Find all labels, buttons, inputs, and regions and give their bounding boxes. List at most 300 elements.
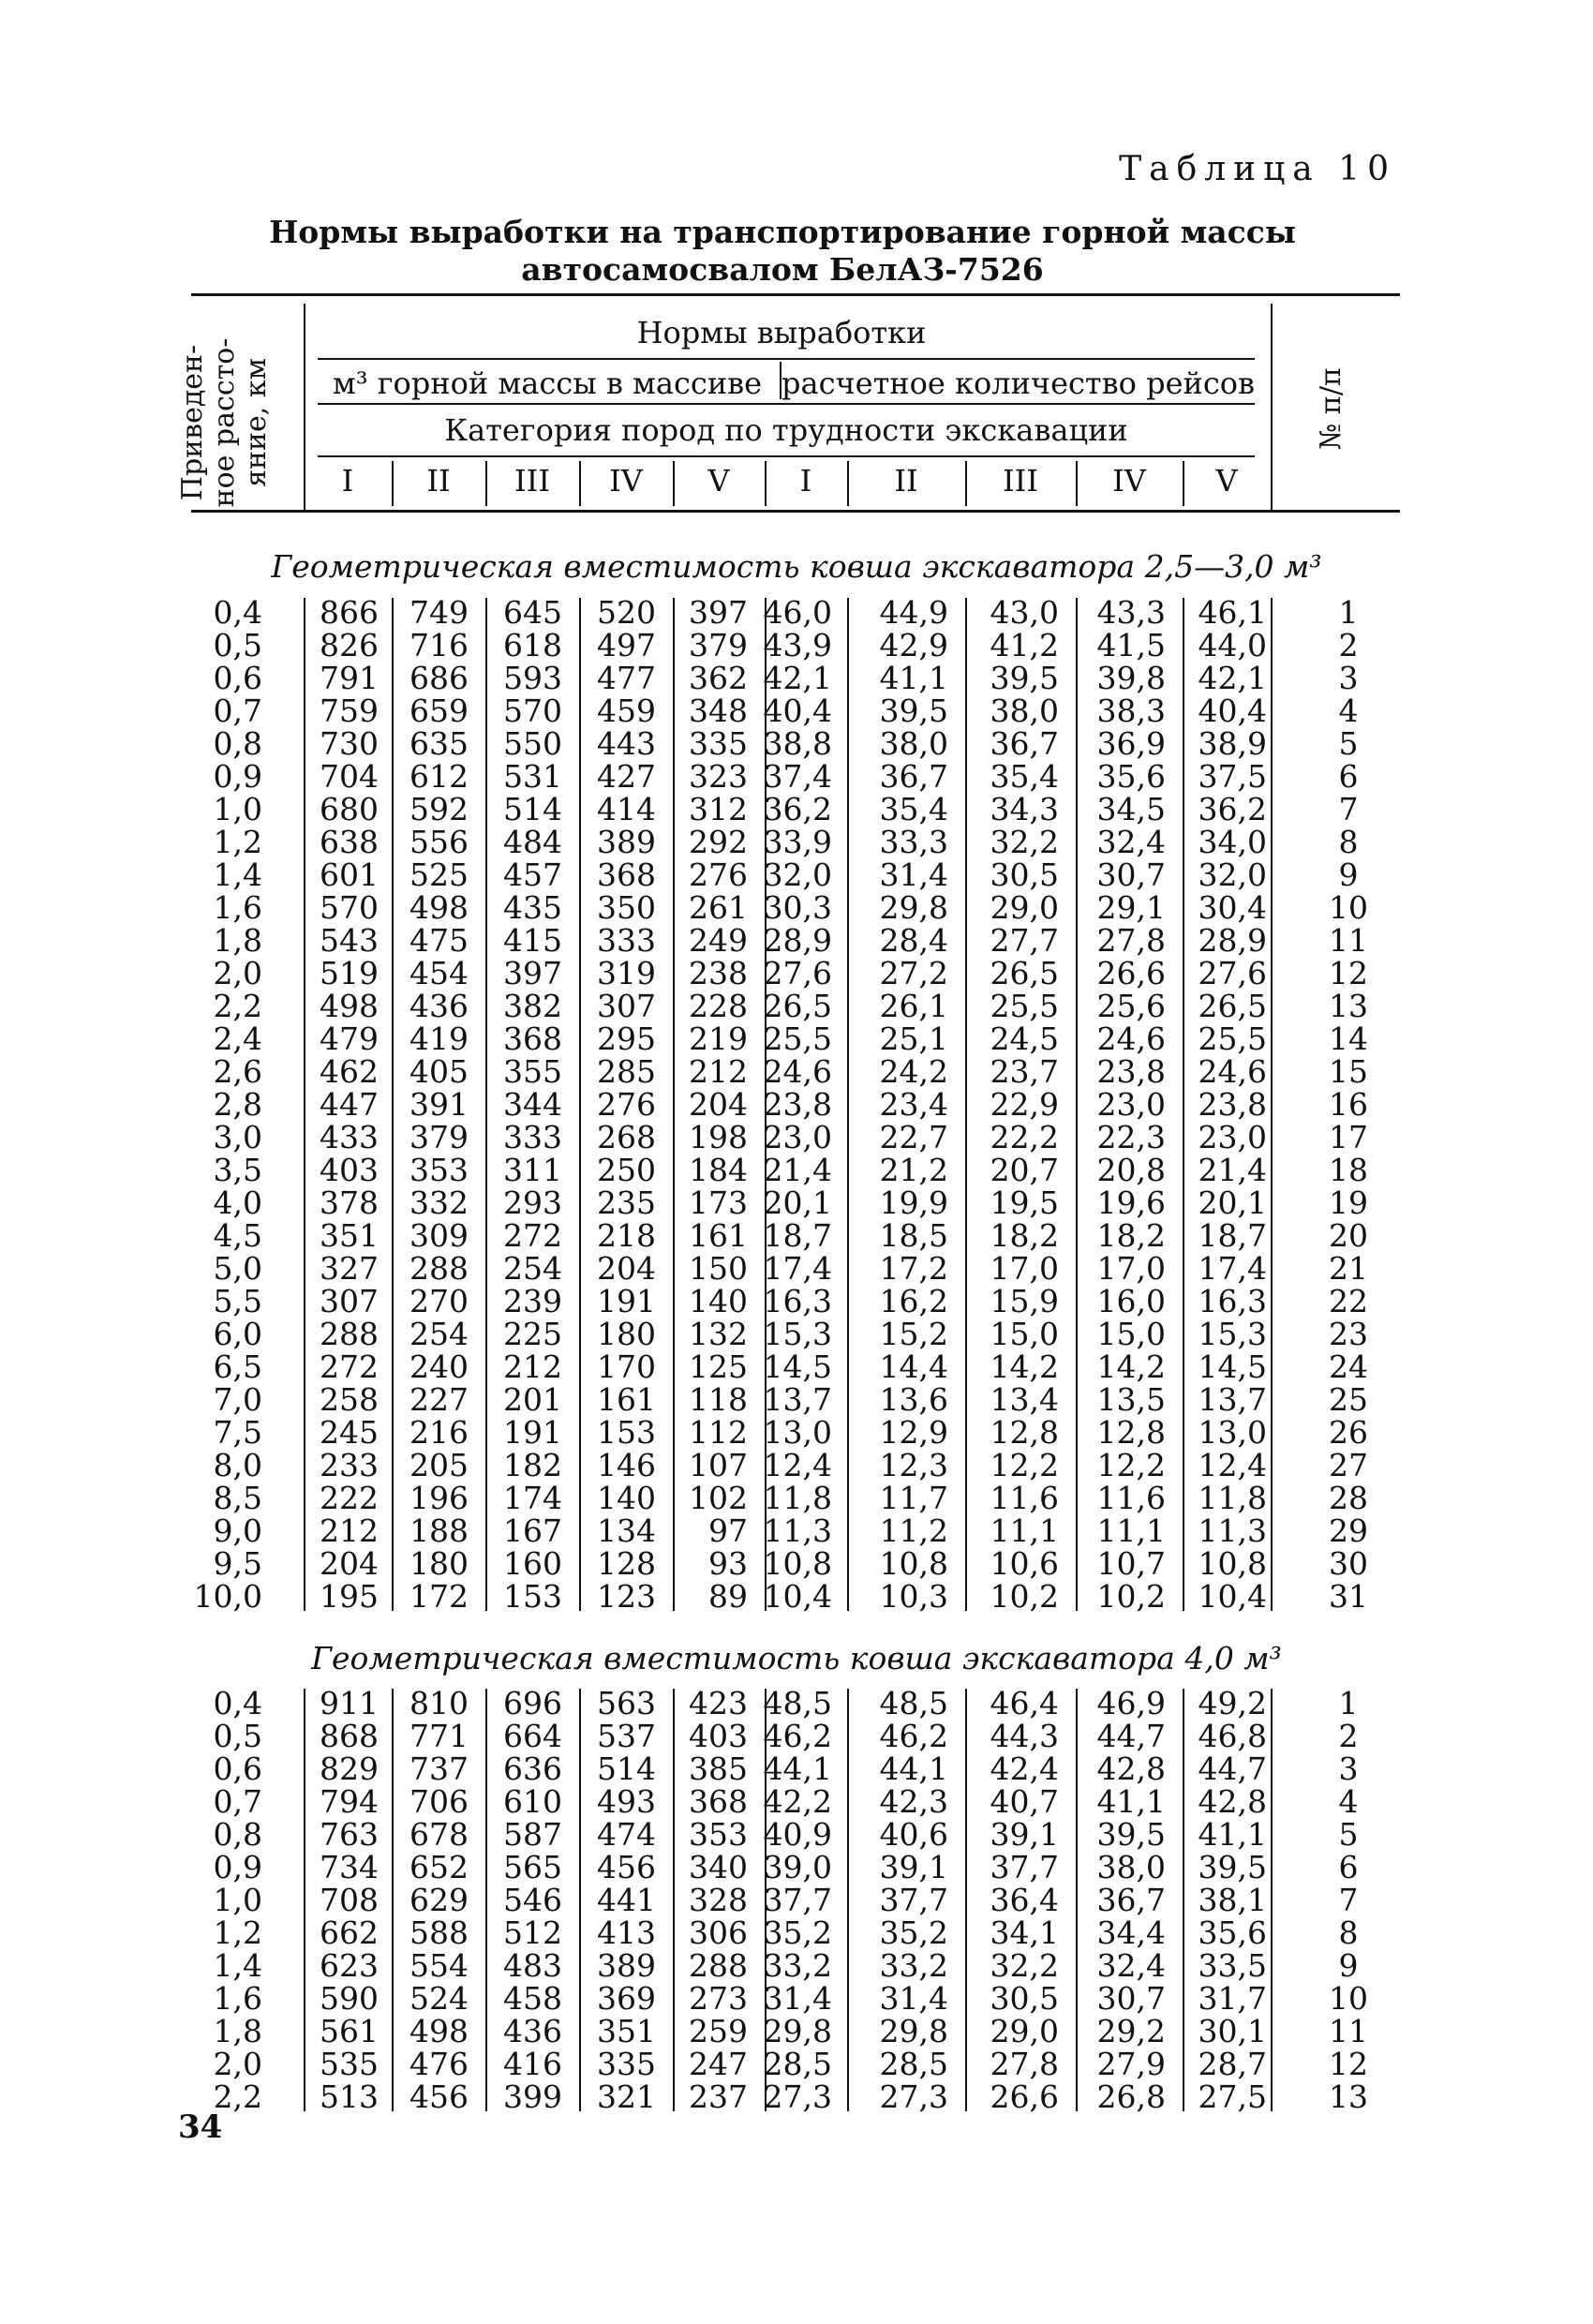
value-cell: 39,5 [879,693,948,729]
value-cell: 826 [320,627,379,663]
header-divider [965,461,967,506]
value-cell: 125 [689,1348,748,1385]
row-number-cell: 5 [1338,725,1359,762]
value-cell: 30,3 [763,889,832,926]
value-cell: 696 [503,1685,562,1721]
value-cell: 458 [503,1980,562,2017]
value-cell: 20,1 [1198,1184,1267,1221]
value-cell: 18,5 [879,1217,948,1254]
value-cell: 474 [597,1816,656,1853]
value-cell: 414 [597,791,656,827]
distance-cell: 6,5 [213,1348,262,1385]
value-cell: 368 [597,857,656,893]
value-cell: 18,7 [763,1217,832,1254]
value-cell: 24,6 [763,1053,832,1090]
value-cell: 39,1 [990,1816,1059,1853]
value-cell: 810 [409,1685,469,1721]
value-cell: 21,4 [1198,1152,1267,1188]
value-cell: 36,7 [1096,1882,1166,1918]
value-cell: 27,3 [879,2078,948,2115]
value-cell: 212 [320,1512,379,1549]
value-cell: 382 [503,988,562,1024]
value-cell: 17,4 [763,1250,832,1287]
value-cell: 39,1 [879,1849,948,1885]
value-cell: 180 [597,1316,656,1352]
value-cell: 33,9 [763,824,832,860]
row-number-cell: 8 [1338,1914,1359,1951]
value-cell: 29,8 [879,2013,948,2049]
value-cell: 590 [320,1980,379,2017]
row-number-cell: 23 [1329,1316,1368,1352]
value-cell: 556 [409,824,469,860]
value-cell: 285 [597,1053,656,1090]
value-cell: 535 [320,2046,379,2082]
row-number-cell: 17 [1329,1119,1368,1155]
value-cell: 397 [503,955,562,991]
value-cell: 11,7 [879,1480,948,1516]
value-cell: 27,7 [990,922,1059,959]
value-cell: 14,2 [1096,1348,1166,1385]
column-separator [579,598,581,1611]
value-cell: 397 [689,594,748,631]
value-cell: 48,5 [763,1685,832,1721]
value-cell: 704 [320,758,379,795]
value-cell: 204 [597,1250,656,1287]
value-cell: 270 [409,1283,469,1319]
distance-cell: 9,0 [213,1512,262,1549]
header-rule [318,358,1255,360]
value-cell: 708 [320,1882,379,1918]
value-cell: 10,8 [1198,1545,1267,1582]
value-cell: 254 [409,1316,469,1352]
row-number-cell: 12 [1329,2046,1368,2082]
distance-cell: 5,5 [213,1283,262,1319]
value-cell: 36,7 [879,758,948,795]
header-cat-5: V [707,463,730,499]
value-cell: 436 [409,988,469,1024]
value-cell: 245 [320,1414,379,1451]
table-row [191,1547,1400,1580]
row-number-cell: 22 [1329,1283,1368,1319]
distance-cell: 5,0 [213,1250,262,1287]
value-cell: 27,3 [763,2078,832,2115]
row-number-cell: 7 [1338,1882,1359,1918]
row-number-cell: 6 [1338,758,1359,795]
value-cell: 327 [320,1250,379,1287]
header-divider [392,461,394,506]
value-cell: 268 [597,1119,656,1155]
value-cell: 636 [503,1750,562,1787]
row-number-cell: 28 [1329,1480,1368,1516]
value-cell: 19,9 [879,1184,948,1221]
value-cell: 23,0 [763,1119,832,1155]
value-cell: 16,3 [763,1283,832,1319]
distance-cell: 1,4 [213,857,262,893]
table-row [191,1318,1400,1350]
value-cell: 33,2 [879,1947,948,1984]
value-cell: 42,1 [763,660,832,696]
value-cell: 335 [689,725,748,762]
value-cell: 41,1 [1198,1816,1267,1853]
table-row [191,826,1400,858]
value-cell: 629 [409,1882,469,1918]
value-cell: 333 [597,922,656,959]
column-separator [304,1689,305,2111]
header-category: Категория пород по трудности экскавации [444,412,1128,448]
table-row [191,1785,1400,1818]
value-cell: 25,5 [1198,1020,1267,1057]
value-cell: 348 [689,693,748,729]
column-separator [965,598,967,1611]
value-cell: 32,4 [1096,824,1166,860]
header-number: № п/п [1315,366,1347,451]
value-cell: 35,6 [1198,1914,1267,1951]
distance-cell: 7,0 [213,1381,262,1418]
row-number-cell: 18 [1329,1152,1368,1188]
row-number-cell: 29 [1329,1512,1368,1549]
table-row [191,891,1400,924]
value-cell: 391 [409,1086,469,1123]
value-cell: 749 [409,594,469,631]
table-row [191,1219,1400,1252]
value-cell: 791 [320,660,379,696]
value-cell: 49,2 [1198,1685,1267,1721]
value-cell: 794 [320,1783,379,1820]
value-cell: 623 [320,1947,379,1984]
value-cell: 26,5 [763,988,832,1024]
value-cell: 43,0 [990,594,1059,631]
table-row [191,760,1400,793]
value-cell: 29,8 [763,2013,832,2049]
table-row [191,1449,1400,1482]
header-cat-6: I [799,463,812,499]
value-cell: 531 [503,758,562,795]
value-cell: 759 [320,693,379,729]
value-cell: 30,7 [1096,1980,1166,2017]
value-cell: 102 [689,1480,748,1516]
row-number-cell: 19 [1329,1184,1368,1221]
table-row [191,1055,1400,1088]
value-cell: 716 [409,627,469,663]
value-cell: 25,5 [990,988,1059,1024]
value-cell: 32,2 [990,1947,1059,1984]
value-cell: 276 [689,857,748,893]
value-cell: 35,6 [1096,758,1166,795]
value-cell: 353 [689,1816,748,1853]
value-cell: 335 [597,2046,656,2082]
header-divider [847,461,849,506]
value-cell: 23,8 [763,1086,832,1123]
value-cell: 24,2 [879,1053,948,1090]
value-cell: 12,8 [990,1414,1059,1451]
value-cell: 34,3 [990,791,1059,827]
value-cell: 10,7 [1096,1545,1166,1582]
value-cell: 11,8 [763,1480,832,1516]
value-cell: 737 [409,1750,469,1787]
value-cell: 42,3 [879,1783,948,1820]
table-row [191,1949,1400,1982]
value-cell: 484 [503,824,562,860]
value-cell: 570 [503,693,562,729]
value-cell: 22,9 [990,1086,1059,1123]
value-cell: 369 [597,1980,656,2017]
value-cell: 249 [689,922,748,959]
row-number-cell: 16 [1329,1086,1368,1123]
value-cell: 233 [320,1447,379,1483]
table-row [191,1383,1400,1416]
value-cell: 16,2 [879,1283,948,1319]
value-cell: 11,1 [990,1512,1059,1549]
value-cell: 32,0 [763,857,832,893]
value-cell: 350 [597,889,656,926]
value-cell: 27,6 [1198,955,1267,991]
distance-cell: 2,6 [213,1053,262,1090]
header-divider [485,461,487,506]
row-number-cell: 13 [1329,988,1368,1024]
value-cell: 427 [597,758,656,795]
value-cell: 21,2 [879,1152,948,1188]
table-row [191,1252,1400,1285]
value-cell: 26,1 [879,988,948,1024]
value-cell: 29,8 [879,889,948,926]
value-cell: 293 [503,1184,562,1221]
distance-cell: 8,5 [213,1480,262,1516]
value-cell: 403 [320,1152,379,1188]
value-cell: 10,3 [879,1578,948,1615]
value-cell: 27,2 [879,955,948,991]
value-cell: 483 [503,1947,562,1984]
distance-cell: 6,0 [213,1316,262,1352]
value-cell: 118 [689,1381,748,1418]
value-cell: 456 [409,2078,469,2115]
value-cell: 13,0 [1198,1414,1267,1451]
distance-cell: 0,9 [213,1849,262,1885]
value-cell: 459 [597,693,656,729]
value-cell: 172 [409,1578,469,1615]
value-cell: 204 [689,1086,748,1123]
distance-cell: 7,5 [213,1414,262,1451]
header-divider [1076,461,1078,506]
value-cell: 40,9 [763,1816,832,1853]
value-cell: 17,4 [1198,1250,1267,1287]
value-cell: 182 [503,1447,562,1483]
value-cell: 10,4 [763,1578,832,1615]
value-cell: 22,7 [879,1119,948,1155]
value-cell: 14,2 [990,1348,1059,1385]
value-cell: 27,6 [763,955,832,991]
table-title-line-1: Нормы выработки на транспортирование горной массы [269,214,1296,250]
value-cell: 41,1 [1096,1783,1166,1820]
column-separator [1271,1689,1273,2111]
value-cell: 319 [597,955,656,991]
value-cell: 601 [320,857,379,893]
value-cell: 30,1 [1198,2013,1267,2049]
value-cell: 40,7 [990,1783,1059,1820]
value-cell: 443 [597,725,656,762]
value-cell: 11,2 [879,1512,948,1549]
value-cell: 664 [503,1718,562,1754]
row-number-cell: 9 [1338,1947,1359,1984]
column-separator [1076,598,1078,1611]
value-cell: 33,5 [1198,1947,1267,1984]
value-cell: 140 [689,1283,748,1319]
table-row [191,957,1400,990]
table-row [191,1687,1400,1720]
value-cell: 39,0 [763,1849,832,1885]
value-cell: 41,1 [879,660,948,696]
value-cell: 43,3 [1096,594,1166,631]
value-cell: 26,5 [1198,988,1267,1024]
value-cell: 10,6 [990,1545,1059,1582]
value-cell: 618 [503,627,562,663]
value-cell: 652 [409,1849,469,1885]
value-cell: 385 [689,1750,748,1787]
row-number-cell: 1 [1338,1685,1359,1721]
value-cell: 184 [689,1152,748,1188]
value-cell: 19,5 [990,1184,1059,1221]
row-number-cell: 24 [1329,1348,1368,1385]
value-cell: 153 [503,1578,562,1615]
header-norms: Нормы выработки [636,315,927,350]
value-cell: 14,4 [879,1348,948,1385]
distance-cell: 0,8 [213,1816,262,1853]
value-cell: 868 [320,1718,379,1754]
value-cell: 205 [409,1447,469,1483]
distance-cell: 0,4 [213,1685,262,1721]
value-cell: 18,2 [1096,1217,1166,1254]
distance-cell: 0,5 [213,627,262,663]
value-cell: 26,6 [1096,955,1166,991]
value-cell: 44,7 [1198,1750,1267,1787]
value-cell: 39,8 [1096,660,1166,696]
row-number-cell: 26 [1329,1414,1368,1451]
value-cell: 30,4 [1198,889,1267,926]
page-number: 34 [178,2108,223,2146]
value-cell: 638 [320,824,379,860]
table-row [191,1088,1400,1121]
row-number-cell: 20 [1329,1217,1368,1254]
value-cell: 225 [503,1316,562,1352]
table-row [191,1186,1400,1219]
value-cell: 198 [689,1119,748,1155]
value-cell: 42,2 [763,1783,832,1820]
value-cell: 21,4 [763,1152,832,1188]
header-cat-4: IV [609,463,643,499]
value-cell: 24,5 [990,1020,1059,1057]
value-cell: 344 [503,1086,562,1123]
distance-cell: 3,0 [213,1119,262,1155]
table-row [191,1022,1400,1055]
value-cell: 123 [597,1578,656,1615]
distance-cell: 0,8 [213,725,262,762]
value-cell: 212 [503,1348,562,1385]
value-cell: 273 [689,1980,748,2017]
distance-cell: 1,8 [213,922,262,959]
value-cell: 498 [320,988,379,1024]
value-cell: 25,6 [1096,988,1166,1024]
distance-cell: 1,0 [213,1882,262,1918]
value-cell: 132 [689,1316,748,1352]
value-cell: 33,3 [879,824,948,860]
value-cell: 415 [503,922,562,959]
value-cell: 565 [503,1849,562,1885]
column-separator [485,1689,487,2111]
value-cell: 254 [503,1250,562,1287]
header-cat-7: II [894,463,918,499]
value-cell: 258 [320,1381,379,1418]
distance-cell: 2,2 [213,2078,262,2115]
header-volume: м³ горной массы в массиве [332,365,763,401]
value-cell: 26,6 [990,2078,1059,2115]
header-divider [673,461,675,506]
column-separator [1183,1689,1184,2111]
table-row [191,793,1400,826]
value-cell: 11,1 [1096,1512,1166,1549]
header-divider [1183,461,1184,506]
value-cell: 28,7 [1198,2046,1267,2082]
header-cat-8: III [1003,463,1038,499]
distance-cell: 4,0 [213,1184,262,1221]
value-cell: 35,4 [990,758,1059,795]
header-cat-1: I [341,463,354,499]
value-cell: 570 [320,889,379,926]
value-cell: 37,7 [879,1882,948,1918]
value-cell: 493 [597,1783,656,1820]
value-cell: 35,4 [879,791,948,827]
value-cell: 546 [503,1882,562,1918]
value-cell: 23,8 [1198,1086,1267,1123]
value-cell: 362 [689,660,748,696]
value-cell: 292 [689,824,748,860]
row-number-cell: 2 [1338,1718,1359,1754]
header-divider [765,461,767,506]
value-cell: 30,5 [990,1980,1059,2017]
value-cell: 28,5 [763,2046,832,2082]
value-cell: 288 [689,1947,748,1984]
value-cell: 416 [503,2046,562,2082]
value-cell: 31,4 [879,1980,948,2017]
table-row [191,694,1400,727]
value-cell: 403 [689,1718,748,1754]
value-cell: 128 [597,1545,656,1582]
value-cell: 216 [409,1414,469,1451]
value-cell: 250 [597,1152,656,1188]
value-cell: 18,7 [1198,1217,1267,1254]
value-cell: 328 [689,1882,748,1918]
value-cell: 15,3 [763,1316,832,1352]
value-cell: 413 [597,1914,656,1951]
value-cell: 170 [597,1348,656,1385]
value-cell: 191 [503,1414,562,1451]
value-cell: 351 [597,2013,656,2049]
distance-cell: 4,5 [213,1217,262,1254]
value-cell: 38,0 [879,725,948,762]
value-cell: 340 [689,1849,748,1885]
value-cell: 288 [320,1316,379,1352]
row-number-cell: 25 [1329,1381,1368,1418]
value-cell: 93 [708,1545,748,1582]
value-cell: 25,1 [879,1020,948,1057]
value-cell: 44,1 [763,1750,832,1787]
value-cell: 23,0 [1096,1086,1166,1123]
value-cell: 15,3 [1198,1316,1267,1352]
value-cell: 247 [689,2046,748,2082]
value-cell: 612 [409,758,469,795]
table-row [191,924,1400,957]
column-separator [847,1689,849,2111]
table-row [191,1416,1400,1449]
row-number-cell: 4 [1338,693,1359,729]
